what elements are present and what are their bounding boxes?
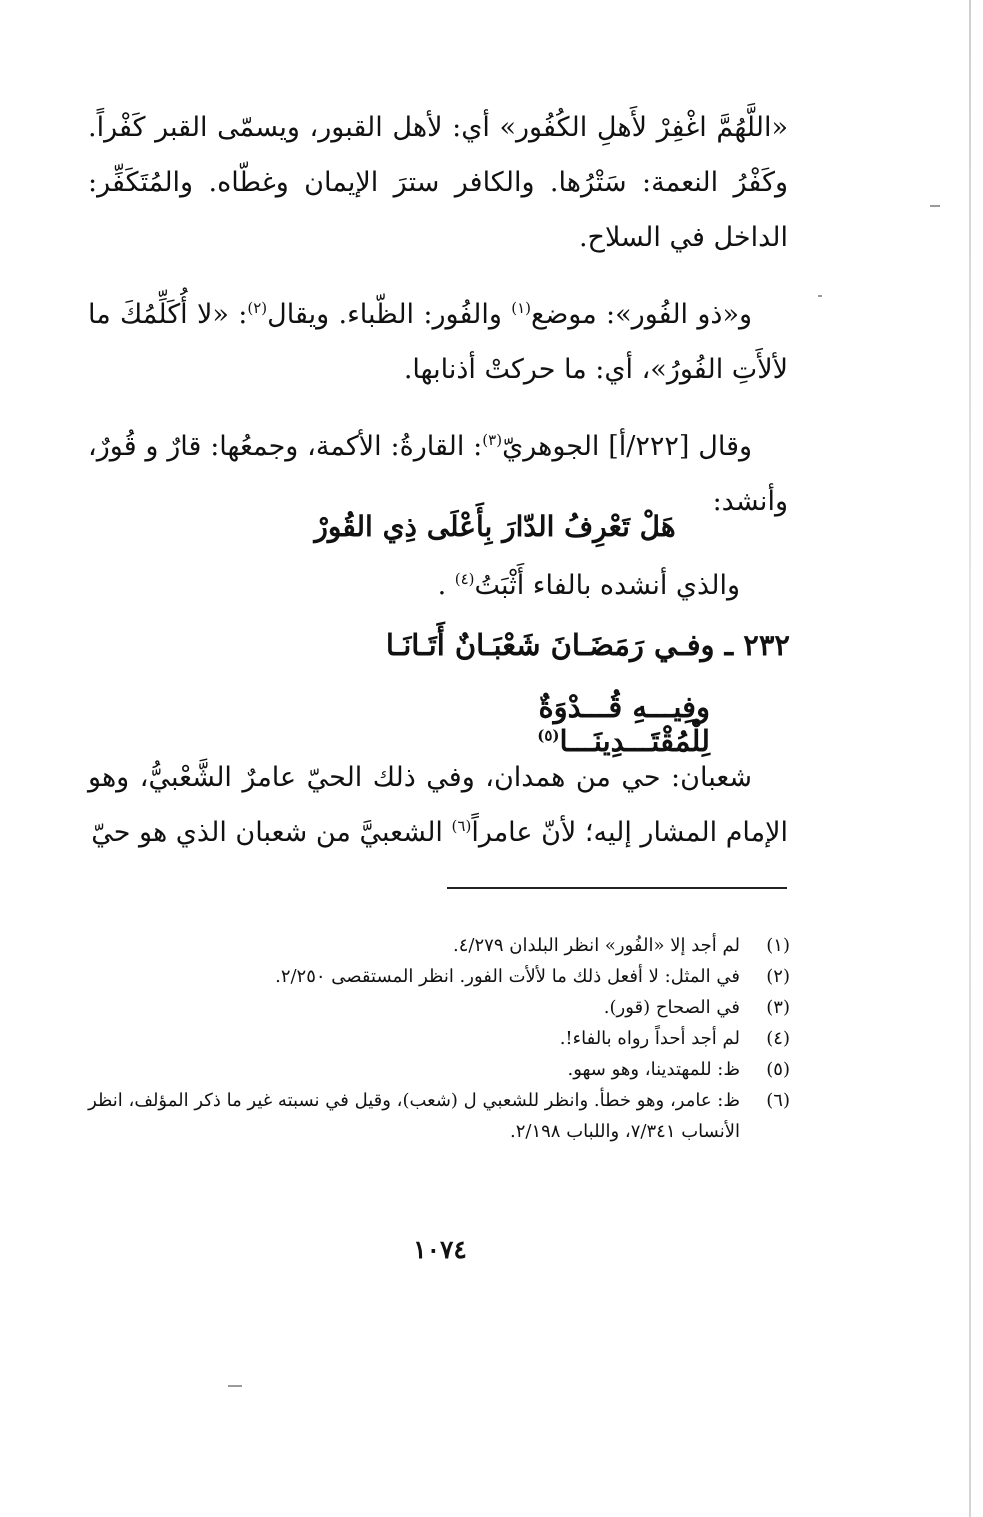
text-segment: والذي أنشده بالفاء أَثْبَتُ — [474, 570, 740, 601]
footnote-ref[interactable]: (٢) — [247, 299, 268, 317]
text-segment: : القارةُ: الأكمة، وجمعُها: قارٌ و قُورٌ، وأنشد: — [88, 431, 788, 517]
footnote-divider — [447, 887, 787, 889]
footnote-ref[interactable]: (٣) — [482, 431, 503, 449]
page-number: ١٠٧٤ — [413, 1235, 467, 1264]
footnote-number: (٣) — [766, 997, 790, 1018]
footnote-ref[interactable]: (١) — [511, 299, 532, 317]
footnote-text: ظ: عامر، وهو خطأ. وانظر للشعبي ل (شعب)، وقيل في نسبته غير ما ذكر المؤلف، انظر الأنساب ٧/٣٤١، واللباب ٢/١٩٨. — [88, 1090, 740, 1142]
footnote-text: لم أجد أحداً رواه بالفاء!. — [559, 1028, 740, 1049]
footnote-number: (٥) — [766, 1059, 790, 1080]
main-text — [88, 100, 788, 551]
footnote-number: (٦) — [766, 1090, 790, 1111]
footnotes-list — [80, 930, 790, 1147]
paragraph-dhu-al-fur — [88, 287, 788, 397]
text-segment: شعبان: حي من همدان، وفي ذلك الحيّ عامرٌ الشَّعْبيُّ، وهو الإمام المشار إليه؛ لأنّ عامراً — [88, 762, 788, 848]
scan-speck — [228, 1385, 242, 1387]
paragraph-kufur: «اللَّهُمَّ اغْفِرْ لأَهلِ الكُفُور» أي: لأهل القبور، ويسمّى القبر كَفْراً. وكَفْرُ النعمة: سَتْرُها. والكافر سترَ الإيمان وغطّاه. والمُتَكَفِّر: الداخل في السلاح. — [88, 112, 788, 253]
footnote-number: (٢) — [766, 966, 790, 987]
footnote-text: في المثل: لا أفعل ذلك ما لألأت الفور. انظر المستقصى ٢/٢٥٠. — [275, 966, 740, 987]
footnote-ref[interactable]: (٤) — [454, 570, 475, 588]
quoted-verse: هَلْ تَعْرِفُ الدّارَ بِأَعْلَى ذِي القُورْ — [314, 510, 676, 543]
text-segment: و«ذو الفُور»: موضع — [531, 299, 752, 330]
poem-line-first-hemistich: ٢٣٢ ـ وفـي رَمَضَـانَ شَعْبَـانٌ أَتَـانَـا — [385, 628, 790, 662]
verse-note — [260, 570, 740, 601]
paragraph-shaban — [88, 750, 788, 860]
footnote-item — [80, 1085, 790, 1147]
text-segment: : «لا أُكَلِّمُكَ ما لألأَتِ الفُورُ»، أي: ما حركتْ أذنابها. — [88, 299, 788, 385]
footnote-ref[interactable]: (٥) — [537, 726, 560, 745]
footnote-item — [80, 930, 790, 961]
footnote-ref[interactable]: (٦) — [451, 817, 472, 835]
scan-speck — [930, 205, 940, 207]
footnote-item — [80, 1054, 790, 1085]
text-segment: وقال [٢٢٢/أ] الجوهريّ — [502, 431, 753, 462]
scanned-page-edge — [969, 0, 971, 1517]
poem-line-second-hemistich — [380, 690, 710, 758]
footnote-item — [80, 961, 790, 992]
commentary-text — [88, 750, 788, 860]
footnote-number: (٤) — [766, 1028, 790, 1049]
footnote-item — [80, 1023, 790, 1054]
scan-speck — [818, 295, 822, 297]
text-segment: والفُور: الظّباء. ويقال — [267, 299, 512, 330]
text-segment: وفِيـــهِ قُـــدْوَةٌ لِلْمُقْتَـــدِينَـــا — [538, 690, 710, 758]
footnote-number: (١) — [766, 935, 790, 956]
footnote-item — [80, 992, 790, 1023]
text-segment: الشعبيَّ من شعبان الذي هو حيّ — [91, 817, 452, 848]
footnote-text: في الصحاح (قور). — [603, 997, 740, 1018]
footnote-text: ظ: للمهتدينا، وهو سهو. — [567, 1059, 740, 1080]
footnote-text: لم أجد إلا «الفُور» انظر البلدان ٤/٢٧٩. — [453, 935, 740, 956]
text-segment: . — [437, 570, 455, 601]
